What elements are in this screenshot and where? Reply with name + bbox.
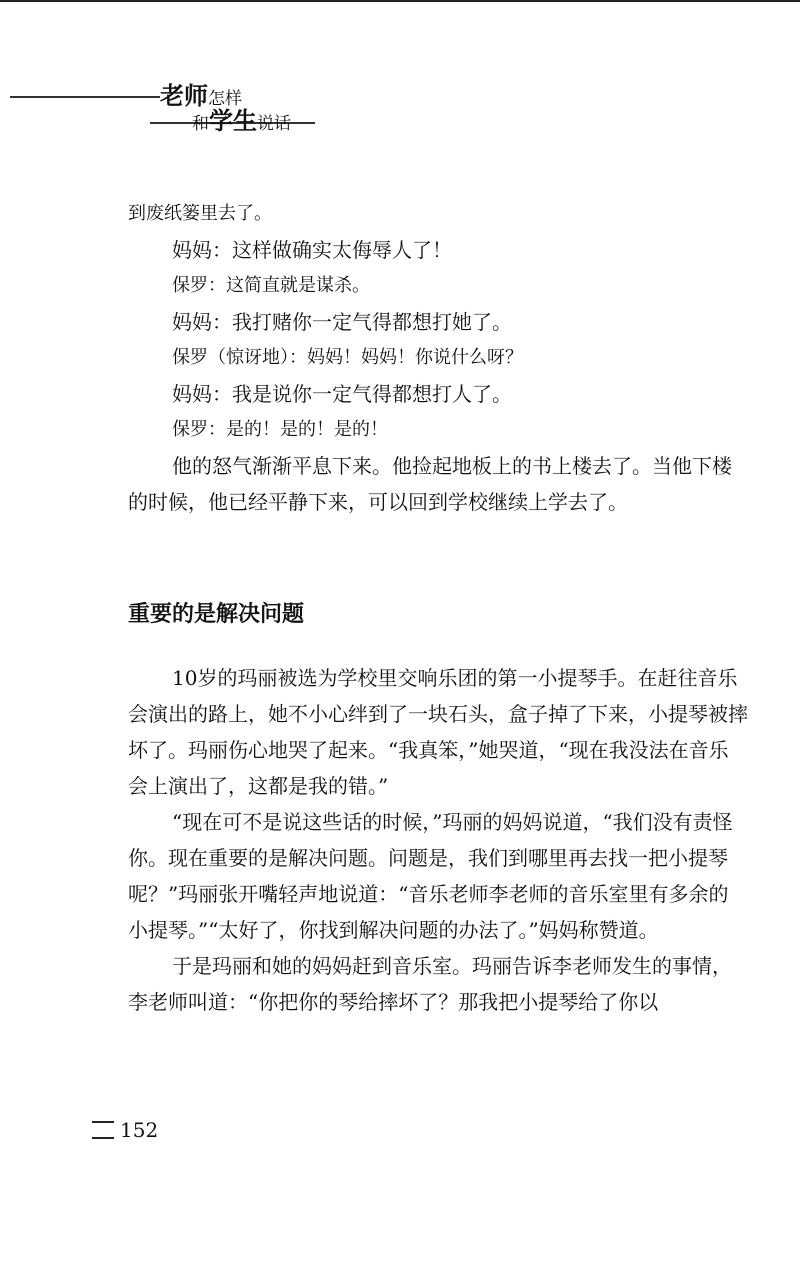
top-border — [0, 0, 800, 2]
header-title-line1: 老师怎样 — [160, 81, 242, 110]
section-heading: 重要的是解决问题 — [128, 602, 305, 627]
dialog-line: 妈妈：我打赌你一定气得都想打她了。 — [172, 310, 512, 334]
dialog-line: 保罗：是的！是的！是的！ — [172, 419, 388, 440]
paragraph: 10岁的玛丽被选为学校里交响乐团的第一小提琴手。在赶往音乐会演出的路上，她不小心绊到了一块石头，盒子掉了下来，小提琴被摔坏了。玛丽伤心地哭了起来。“我真笨，”她哭道，“现在我没法在音乐会上演出了，这都是我的错。” — [128, 666, 748, 798]
paragraph: 他的怒气渐渐平息下来。他捡起地板上的书上楼去了。当他下楼的时候，他已经平静下来，可以回到学校继续上学去了。 — [128, 454, 732, 514]
header-rule — [10, 96, 160, 98]
text-block-top — [128, 196, 748, 520]
paragraph: “现在可不是说这些话的时候，”玛丽的妈妈说道，“我们没有责怪你。现在重要的是解决问题。问题是，我们到哪里再去找一把小提琴呢？”玛丽张开嘴轻声地说道：“音乐老师李老师的音乐室里有多余的小提琴。”“太好了，你找到解决问题的办法了。”妈妈称赞道。 — [128, 810, 733, 942]
paragraph: 于是玛丽和她的妈妈赶到音乐室。玛丽告诉李老师发生的事情，李老师叫道：“你把你的琴给摔坏了？那我把小提琴给了你以 — [128, 954, 732, 1014]
page-marker-icon — [92, 1121, 114, 1139]
continuation-line: 到废纸篓里去了。 — [128, 203, 272, 224]
dialog-line: 妈妈：我是说你一定气得都想打人了。 — [172, 382, 512, 406]
dialog-line: 妈妈：这样做确实太侮辱人了！ — [172, 238, 452, 262]
running-header — [0, 70, 340, 135]
dialog-line: 保罗：这简直就是谋杀。 — [172, 275, 370, 296]
dialog-line: 保罗（惊讶地）：妈妈！妈妈！你说什么呀？ — [172, 347, 523, 368]
page-number: 152 — [92, 1118, 158, 1142]
header-title-line2: 和学生说话 — [192, 106, 291, 135]
